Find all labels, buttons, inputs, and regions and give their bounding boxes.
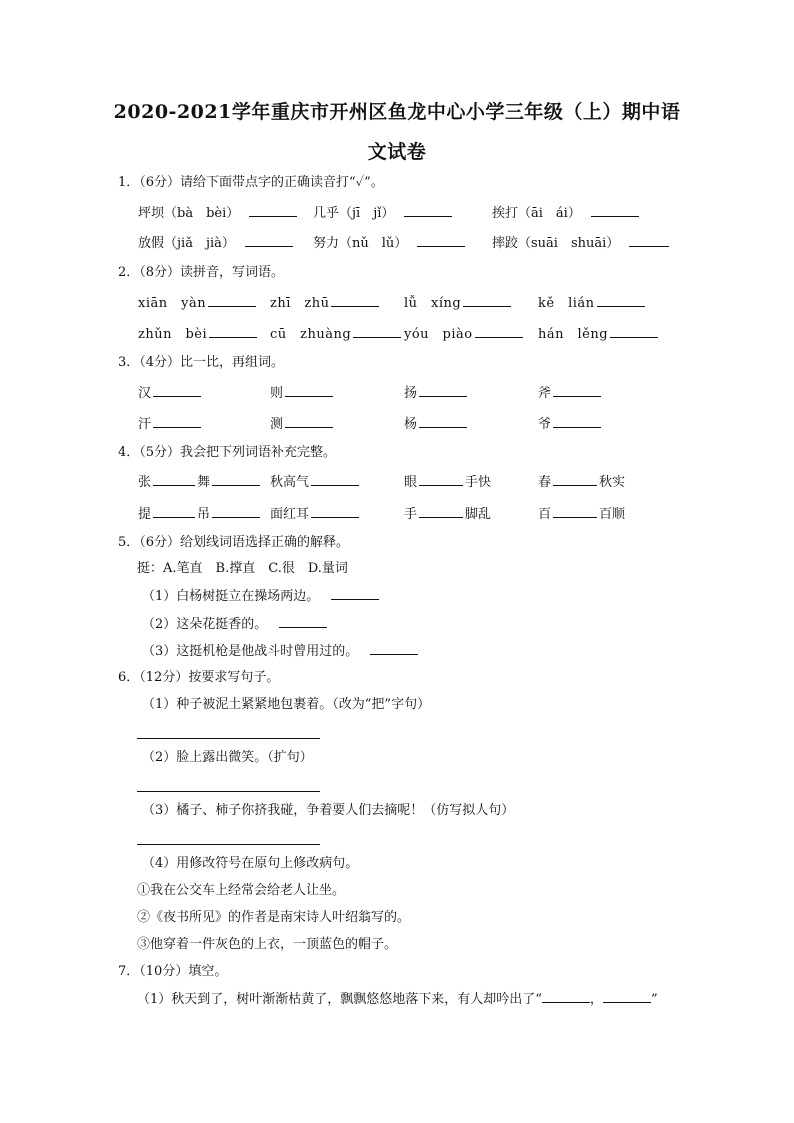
- answer-blank[interactable]: [212, 472, 260, 486]
- answer-blank[interactable]: [553, 472, 597, 486]
- q5-options: 挺：A.笔直 B.撑直 C.很 D.量词: [137, 561, 348, 576]
- q6-correction-1: ①我在公交车上经常会给老人让坐。: [137, 883, 346, 898]
- q3-item-5: 汗: [138, 414, 203, 435]
- answer-blank[interactable]: [285, 383, 333, 397]
- answer-blank[interactable]: [153, 504, 195, 518]
- q6-sentence-1: （1）种子被泥土紧紧地包裹着。（改为“把”字句）: [142, 697, 431, 712]
- q4-idiom-1: 张 舞: [138, 472, 262, 493]
- question-7-header: 7．（10分）填空。: [118, 964, 228, 979]
- q4-idiom-4: 春 秋实: [538, 472, 625, 493]
- answer-blank[interactable]: [603, 989, 651, 1003]
- q1-item-4: 放假（jiǎ jià）: [138, 233, 295, 254]
- q6-answer-line-1[interactable]: [137, 738, 320, 739]
- q4-idiom-8: 百 百顺: [538, 504, 625, 525]
- q3-item-2: 则: [270, 383, 335, 404]
- q1-item-6: 摔跤（suāi shuāi）: [492, 233, 671, 254]
- q6-sentence-4: （4）用修改符号在原句上修改病句。: [142, 856, 359, 871]
- answer-blank[interactable]: [153, 383, 201, 397]
- q4-idiom-5: 提 吊: [138, 504, 262, 525]
- q5-sentence-3: （3）这挺机枪是他战斗时曾用过的。: [142, 641, 794, 661]
- q3-item-6: 测: [270, 414, 335, 435]
- answer-blank[interactable]: [285, 414, 333, 428]
- answer-blank[interactable]: [404, 203, 452, 217]
- question-4-row-2: [0, 504, 794, 524]
- question-5-header: 5．（6分）给划线词语选择正确的解释。: [118, 535, 350, 550]
- q6-correction-2: ②《夜书所见》的作者是南宋诗人叶绍翁写的。: [137, 910, 411, 925]
- q2-item-5: zhǔn bèi: [138, 324, 259, 345]
- q1-item-3: 挨打（āi ái）: [492, 203, 641, 224]
- q5-sentence-1: （1）白杨树挺立在操场两边。: [142, 586, 794, 606]
- q5-sentence-2: （2）这朵花挺香的。: [142, 614, 794, 634]
- q6-sentence-2: （2）脸上露出微笑。（扩句）: [142, 750, 313, 765]
- q2-item-4: kě lián: [538, 293, 647, 314]
- answer-blank[interactable]: [153, 472, 195, 486]
- q4-idiom-3: 眼 手快: [404, 472, 491, 493]
- page-title-line-2: 文试卷: [367, 141, 427, 163]
- answer-blank[interactable]: [419, 472, 463, 486]
- answer-blank[interactable]: [331, 293, 379, 307]
- question-1-row-2: [0, 233, 794, 253]
- q2-item-6: cū zhuàng: [270, 324, 403, 345]
- answer-blank[interactable]: [610, 324, 658, 338]
- answer-blank[interactable]: [331, 586, 379, 600]
- answer-blank[interactable]: [419, 414, 467, 428]
- answer-blank[interactable]: [597, 293, 645, 307]
- q3-item-3: 扬: [404, 383, 469, 404]
- q3-item-8: 爷: [538, 414, 603, 435]
- answer-blank[interactable]: [370, 641, 418, 655]
- answer-blank[interactable]: [208, 293, 256, 307]
- answer-blank[interactable]: [279, 614, 327, 628]
- answer-blank[interactable]: [553, 383, 601, 397]
- q6-answer-line-3[interactable]: [137, 844, 320, 845]
- q3-item-7: 杨: [404, 414, 469, 435]
- answer-blank[interactable]: [419, 383, 467, 397]
- question-2-row-1: [0, 293, 794, 313]
- answer-blank[interactable]: [542, 989, 590, 1003]
- q4-idiom-2: 秋高气: [270, 472, 361, 493]
- q3-item-1: 汉: [138, 383, 203, 404]
- question-1-header: 1．（6分）请给下面带点字的正确读音打“✓”。: [118, 175, 384, 190]
- answer-blank[interactable]: [475, 324, 523, 338]
- q1-item-1: 坪坝（bà bèi）: [138, 203, 299, 224]
- q7-sentence-1: （1）秋天到了，树叶渐渐枯黄了，飘飘悠悠地落下来，有人却吟出了“ ， ”: [137, 989, 794, 1009]
- question-1-row-1: [0, 203, 794, 223]
- answer-blank[interactable]: [209, 324, 257, 338]
- answer-blank[interactable]: [245, 233, 293, 247]
- q1-item-2: 几乎（jī jǐ）: [313, 203, 454, 224]
- answer-blank[interactable]: [212, 504, 260, 518]
- question-2-row-2: [0, 324, 794, 344]
- q3-item-4: 斧: [538, 383, 603, 404]
- page-title-line-1: 2020-2021学年重庆市开州区鱼龙中心小学三年级（上）期中语: [113, 101, 681, 123]
- q2-item-1: xiān yàn: [138, 293, 258, 314]
- question-4-header: 4．（5分）我会把下列词语补充完整。: [118, 445, 337, 460]
- q6-correction-3: ③他穿着一件灰色的上衣，一顶蓝色的帽子。: [137, 937, 398, 952]
- answer-blank[interactable]: [419, 504, 463, 518]
- q6-sentence-3: （3）橘子、柿子你挤我碰，争着要人们去摘呢！（仿写拟人句）: [142, 803, 515, 818]
- q6-answer-line-2[interactable]: [137, 791, 320, 792]
- answer-blank[interactable]: [591, 203, 639, 217]
- q2-item-7: yóu piào: [404, 324, 525, 345]
- q2-item-8: hán lěng: [538, 324, 660, 345]
- answer-blank[interactable]: [463, 293, 511, 307]
- answer-blank[interactable]: [553, 504, 597, 518]
- question-3-header: 3．（4分）比一比，再组词。: [118, 355, 285, 370]
- q1-item-5: 努力（nǔ lǔ）: [313, 233, 467, 254]
- question-3-row-2: [0, 414, 794, 434]
- q4-idiom-7: 手 脚乱: [404, 504, 491, 525]
- answer-blank[interactable]: [311, 504, 359, 518]
- q2-item-2: zhī zhū: [270, 293, 381, 314]
- answer-blank[interactable]: [153, 414, 201, 428]
- answer-blank[interactable]: [417, 233, 465, 247]
- q2-item-3: lǚ xíng: [404, 293, 513, 314]
- question-6-header: 6．（12分）按要求写句子。: [118, 670, 280, 685]
- answer-blank[interactable]: [629, 233, 669, 247]
- question-4-row-1: [0, 472, 794, 492]
- answer-blank[interactable]: [311, 472, 359, 486]
- question-3-row-1: [0, 383, 794, 403]
- q4-idiom-6: 面红耳: [270, 504, 361, 525]
- answer-blank[interactable]: [249, 203, 297, 217]
- question-2-header: 2．（8分）读拼音，写词语。: [118, 265, 285, 280]
- answer-blank[interactable]: [353, 324, 401, 338]
- answer-blank[interactable]: [553, 414, 601, 428]
